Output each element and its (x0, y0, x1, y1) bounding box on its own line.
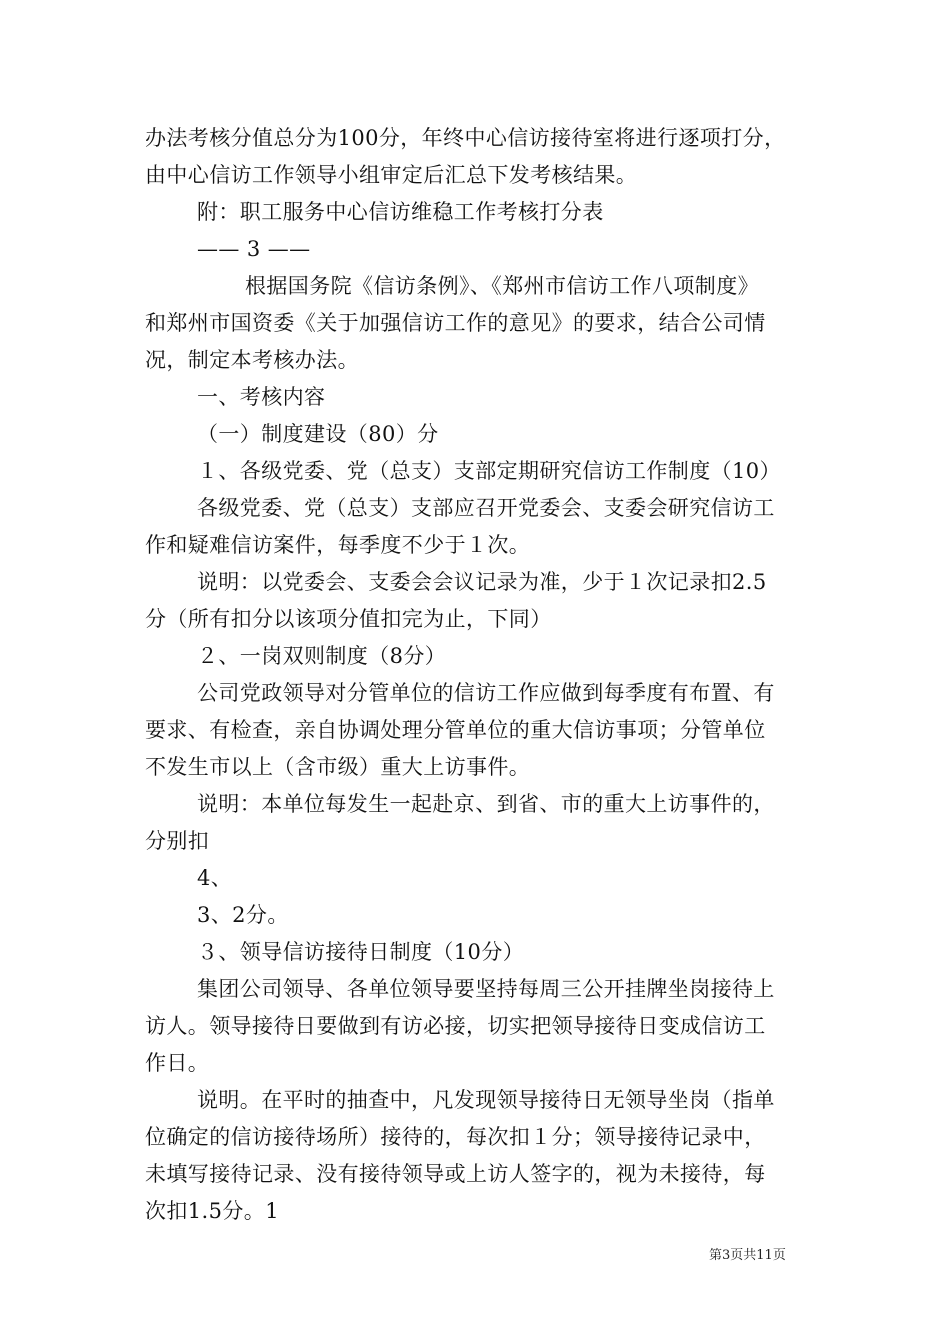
text-line: 要求、有检查，亲自协调处理分管单位的重大信访事项；分管单位 (145, 718, 766, 742)
item-heading: ２、一岗双则制度（8分） (197, 644, 447, 668)
page-number-footer: 第3页共11页 (709, 1248, 786, 1263)
text-line: 作日。 (145, 1051, 210, 1075)
text-line: 集团公司领导、各单位领导要坚持每周三公开挂牌坐岗接待上 (197, 977, 775, 1001)
text-line: 未填写接待记录、没有接待领导或上访人签字的，视为未接待，每 (145, 1162, 766, 1186)
subsection-heading: （一）制度建设（80）分 (197, 422, 439, 446)
text-line: 说明。在平时的抽查中，凡发现领导接待日无领导坐岗（指单 (197, 1088, 775, 1112)
text-line: 附：职工服务中心信访维稳工作考核打分表 (197, 200, 604, 224)
text-line: 说明：本单位每发生一起赴京、到省、市的重大上访事件的， (197, 792, 775, 816)
section-heading: 一、考核内容 (197, 385, 326, 409)
page-separator: —— 3 —— (197, 237, 311, 261)
text-line: 公司党政领导对分管单位的信访工作应做到每季度有布置、有 (197, 681, 775, 705)
text-line: 各级党委、党（总支）支部应召开党委会、支委会研究信访工 (197, 496, 775, 520)
text-line: 和郑州市国资委《关于加强信访工作的意见》的要求，结合公司情 (145, 311, 766, 335)
text-line: 作和疑难信访案件，每季度不少于１次。 (145, 533, 531, 557)
text-line: 分（所有扣分以该项分值扣完为止，下同） (145, 607, 552, 631)
text-line: 说明：以党委会、支委会会议记录为准，少于１次记录扣2.5 (197, 570, 767, 594)
text-line: 办法考核分值总分为100分，年终中心信访接待室将进行逐项打分， (145, 126, 786, 150)
item-heading: ３、领导信访接待日制度（10分） (197, 940, 525, 964)
text-line: 由中心信访工作领导小组审定后汇总下发考核结果。 (145, 163, 638, 187)
text-line: 根据国务院《信访条例》、《郑州市信访工作八项制度》 (245, 274, 759, 298)
text-line: 分别扣 (145, 829, 210, 853)
text-line: 不发生市以上（含市级）重大上访事件。 (145, 755, 531, 779)
text-line: 位确定的信访接待场所）接待的，每次扣１分；领导接待记录中， (145, 1125, 766, 1149)
text-line: 访人。领导接待日要做到有访必接，切实把领导接待日变成信访工 (145, 1014, 766, 1038)
text-line: 况，制定本考核办法。 (145, 348, 359, 372)
text-line: 次扣1.5分。1 (145, 1199, 279, 1223)
item-heading: １、各级党委、党（总支）支部定期研究信访工作制度（10） (197, 459, 781, 483)
text-line: 4、 (197, 866, 233, 890)
text-line: 3、2分。 (197, 903, 289, 927)
